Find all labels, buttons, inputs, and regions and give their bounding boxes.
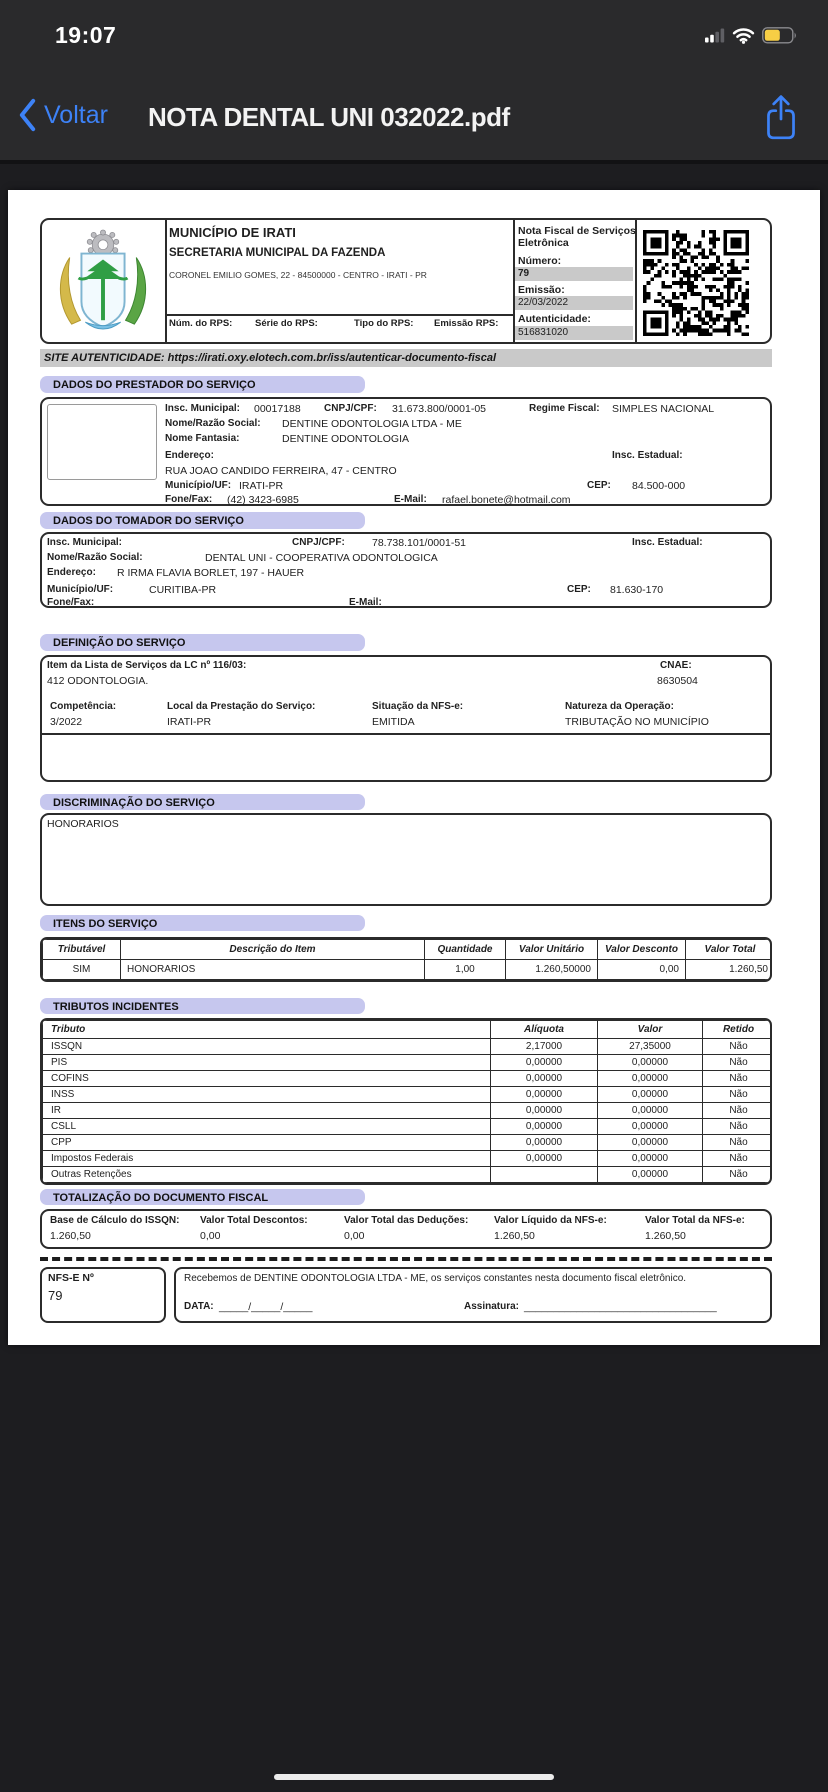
- field-label: CNAE:: [660, 660, 692, 671]
- cell: Não: [703, 1135, 773, 1151]
- field-value: IRATI-PR: [239, 480, 284, 492]
- field-value: 412 ODONTOLOGIA.: [47, 675, 149, 687]
- coat-of-arms: [54, 228, 152, 336]
- back-chevron-icon: [18, 98, 37, 132]
- divider: [165, 314, 513, 316]
- field-label: Fone/Fax:: [165, 494, 213, 505]
- cellular-icon: [705, 28, 725, 43]
- field-value: 00017188: [254, 403, 301, 415]
- cell: 0,00000: [491, 1151, 598, 1167]
- tomador-box: [40, 532, 772, 608]
- nfse-num-label: NFS-E Nº: [48, 1272, 94, 1284]
- field-label: Local da Prestação do Serviço:: [167, 701, 316, 712]
- pdf-page: [8, 190, 820, 1345]
- table-row: [43, 1103, 773, 1119]
- cell: 0,00000: [598, 1055, 703, 1071]
- column-header: Quantidade: [425, 940, 506, 960]
- total-value: 0,00: [200, 1230, 221, 1242]
- section-title-definicao: DEFINIÇÃO DO SERVIÇO: [40, 634, 365, 651]
- column-header: Alíquota: [491, 1021, 598, 1039]
- field-label: Insc. Estadual:: [612, 450, 683, 461]
- table-row: [43, 1087, 773, 1103]
- cell: 1.260,50: [686, 960, 773, 980]
- cell: Não: [703, 1119, 773, 1135]
- rps-serie-label: Série do RPS:: [255, 318, 318, 329]
- total-value: 1.260,50: [494, 1230, 535, 1242]
- field-value: CURITIBA-PR: [149, 584, 217, 596]
- battery-icon: [762, 27, 798, 44]
- cell: 27,35000: [598, 1039, 703, 1055]
- field-value: EMITIDA: [372, 716, 415, 728]
- section-title-discriminacao: DISCRIMINAÇÃO DO SERVIÇO: [40, 794, 365, 810]
- table-row: [43, 1119, 773, 1135]
- field-value: R IRMA FLAVIA BORLET, 197 - HAUER: [117, 567, 305, 579]
- column-header: Tributável: [43, 940, 121, 960]
- section-title-prestador: DADOS DO PRESTADOR DO SERVIÇO: [40, 376, 365, 393]
- cell: Não: [703, 1055, 773, 1071]
- cell: 0,00000: [491, 1071, 598, 1087]
- cell: HONORARIOS: [121, 960, 425, 980]
- field-label: Competência:: [50, 701, 117, 712]
- secretaria-title: SECRETARIA MUNICIPAL DA FAZENDA: [169, 247, 386, 259]
- field-label: Insc. Municipal:: [165, 403, 241, 414]
- cell: CPP: [43, 1135, 491, 1151]
- field-label: Nome/Razão Social:: [47, 552, 143, 563]
- table-row: [43, 1135, 773, 1151]
- section-title-totalizacao: TOTALIZAÇÃO DO DOCUMENTO FISCAL: [40, 1189, 365, 1205]
- emissao-label: Emissão:: [518, 284, 565, 296]
- divider: [635, 219, 637, 343]
- service-description: HONORARIOS: [47, 818, 119, 830]
- nfse-num-value: 79: [48, 1288, 63, 1303]
- totalizacao-box: [40, 1209, 772, 1249]
- total-label: Base de Cálculo do ISSQN:: [50, 1215, 180, 1226]
- nfse-title: Nota Fiscal de Serviços: [518, 225, 636, 237]
- total-label: Valor Total da NFS-e:: [645, 1215, 745, 1226]
- cell: Não: [703, 1103, 773, 1119]
- site-autenticidade-bar: SITE AUTENTICIDADE: https://irati.oxy.elotech.com.br/iss/autenticar-documento-fiscal: [40, 349, 772, 367]
- prestador-box: [40, 397, 772, 506]
- back-button[interactable]: [18, 98, 108, 132]
- field-label: Situação da NFS-e:: [372, 701, 464, 712]
- itens-table: [40, 937, 772, 982]
- table-row: [43, 1055, 773, 1071]
- cell: 0,00000: [598, 1103, 703, 1119]
- field-value: SIMPLES NACIONAL: [612, 403, 715, 415]
- field-value: 31.673.800/0001-05: [392, 403, 487, 415]
- cell: Não: [703, 1151, 773, 1167]
- cell: PIS: [43, 1055, 491, 1071]
- total-label: Valor Total das Deduções:: [344, 1215, 469, 1226]
- field-label: E-Mail:: [394, 494, 427, 505]
- cell: 0,00000: [598, 1151, 703, 1167]
- cell: 1.260,50000: [506, 960, 598, 980]
- field-value: rafael.bonete@hotmail.com: [442, 494, 571, 506]
- cell: 0,00000: [598, 1167, 703, 1183]
- field-label: Endereço:: [165, 450, 214, 461]
- field-label: Natureza da Operação:: [565, 701, 674, 712]
- field-value: 3/2022: [50, 716, 83, 728]
- cell: Não: [703, 1087, 773, 1103]
- status-icons: [705, 27, 798, 44]
- dashed-divider: [40, 1257, 772, 1261]
- column-header: Retido: [703, 1021, 773, 1039]
- table-row: [43, 1167, 773, 1183]
- top-chrome: [0, 0, 828, 164]
- cell: INSS: [43, 1087, 491, 1103]
- field-label: Município/UF:: [165, 480, 232, 491]
- field-label: E-Mail:: [349, 597, 382, 608]
- tributos-table: [40, 1018, 772, 1185]
- cell: Não: [703, 1071, 773, 1087]
- field-value: RUA JOAO CANDIDO FERREIRA, 47 - CENTRO: [165, 465, 397, 477]
- tributos-header-row: [43, 1021, 773, 1039]
- cell: 0,00000: [491, 1087, 598, 1103]
- discriminacao-box: [40, 813, 772, 906]
- field-value: 78.738.101/0001-51: [372, 537, 467, 549]
- cell: 0,00000: [598, 1071, 703, 1087]
- cell: IR: [43, 1103, 491, 1119]
- column-header: Descrição do Item: [121, 940, 425, 960]
- nfse-number-box: [40, 1267, 166, 1323]
- status-time: 19:07: [55, 22, 117, 48]
- cell: Não: [703, 1039, 773, 1055]
- field-label: Município/UF:: [47, 584, 114, 595]
- recebemos-text: Recebemos de DENTINE ODONTOLOGIA LTDA - ME, os serviços constantes nesta documento fiscal eletrônico.: [184, 1273, 687, 1284]
- rps-emissao-label: Emissão RPS:: [434, 318, 499, 329]
- divider: [165, 219, 167, 343]
- field-label: Item da Lista de Serviços da LC nº 116/03:: [47, 660, 247, 671]
- column-header: Valor Total: [686, 940, 773, 960]
- assinatura-blank: _________________________________: [524, 1301, 717, 1313]
- autenticidade-label: Autenticidade:: [518, 313, 591, 325]
- cell: CSLL: [43, 1119, 491, 1135]
- recibo-row: [40, 1267, 772, 1323]
- definicao-box: [40, 655, 772, 782]
- home-indicator[interactable]: [274, 1774, 554, 1780]
- rps-num-label: Núm. do RPS:: [169, 318, 233, 329]
- total-label: Valor Total Descontos:: [200, 1215, 308, 1226]
- cell: Impostos Federais: [43, 1151, 491, 1167]
- cell: 0,00000: [491, 1119, 598, 1135]
- field-label: CNPJ/CPF:: [292, 537, 345, 548]
- numero-label: Número:: [518, 255, 562, 267]
- column-header: Valor Unitário: [506, 940, 598, 960]
- field-value: (42) 3423-6985: [227, 494, 299, 506]
- divider: [513, 219, 515, 343]
- cell: 0,00000: [598, 1135, 703, 1151]
- qr-code: [643, 230, 749, 336]
- wifi-icon: [732, 27, 755, 44]
- field-value: 81.630-170: [610, 584, 664, 596]
- prefeitura-address: CORONEL EMILIO GOMES, 22 - 84500000 - CENTRO - IRATI - PR: [169, 270, 427, 280]
- column-header: Valor: [598, 1021, 703, 1039]
- field-value: 8630504: [657, 675, 698, 687]
- emissao-date: 22/03/2022: [515, 296, 633, 310]
- cell: 0,00000: [491, 1055, 598, 1071]
- autenticidade-code: 516831020: [515, 326, 633, 340]
- itens-header-row: [43, 940, 773, 960]
- field-label: Regime Fiscal:: [529, 403, 600, 414]
- cell: [491, 1167, 598, 1183]
- table-row: [43, 1039, 773, 1055]
- total-value: 0,00: [344, 1230, 365, 1242]
- section-title-tomador: DADOS DO TOMADOR DO SERVIÇO: [40, 512, 365, 529]
- itens-body: [43, 960, 773, 980]
- field-value: DENTINE ODONTOLOGIA LTDA - ME: [282, 418, 462, 430]
- cell: 2,17000: [491, 1039, 598, 1055]
- cell: 0,00000: [598, 1087, 703, 1103]
- field-value: DENTINE ODONTOLOGIA: [282, 433, 409, 445]
- nfse-title-2: Eletrônica: [518, 237, 569, 249]
- table-row: [43, 960, 773, 980]
- cell: 0,00000: [598, 1119, 703, 1135]
- field-label: Endereço:: [47, 567, 96, 578]
- nfse-number: 79: [515, 267, 633, 281]
- field-label: Insc. Estadual:: [632, 537, 703, 548]
- field-value: IRATI-PR: [167, 716, 212, 728]
- cell: 0,00000: [491, 1135, 598, 1151]
- column-header: Valor Desconto: [598, 940, 686, 960]
- field-value: DENTAL UNI - COOPERATIVA ODONTOLOGICA: [205, 552, 438, 564]
- table-row: [43, 1071, 773, 1087]
- share-icon: [762, 94, 800, 142]
- back-label[interactable]: Voltar: [44, 100, 108, 129]
- nfse-header-box: [40, 218, 772, 344]
- cell: Não: [703, 1167, 773, 1183]
- total-value: 1.260,50: [50, 1230, 91, 1242]
- field-label: Fone/Fax:: [47, 597, 95, 608]
- rps-tipo-label: Tipo do RPS:: [354, 318, 414, 329]
- cell: 1,00: [425, 960, 506, 980]
- cell: SIM: [43, 960, 121, 980]
- column-header: Tributo: [43, 1021, 491, 1039]
- field-label: CNPJ/CPF:: [324, 403, 377, 414]
- cell: Outras Retenções: [43, 1167, 491, 1183]
- section-title-tributos: TRIBUTOS INCIDENTES: [40, 998, 365, 1014]
- cell: 0,00000: [491, 1103, 598, 1119]
- pdf-viewer[interactable]: [0, 164, 828, 1792]
- field-label: Nome/Razão Social:: [165, 418, 261, 429]
- cell: 0,00: [598, 960, 686, 980]
- logo-placeholder-box: [47, 404, 157, 480]
- total-label: Valor Líquido da NFS-e:: [494, 1215, 607, 1226]
- data-blank: _____/_____/_____: [219, 1301, 313, 1313]
- field-label: Insc. Municipal:: [47, 537, 123, 548]
- tributos-body: [43, 1039, 773, 1183]
- section-title-itens: ITENS DO SERVIÇO: [40, 915, 365, 931]
- field-value: 84.500-000: [632, 480, 686, 492]
- cell: ISSQN: [43, 1039, 491, 1055]
- field-label: CEP:: [567, 584, 591, 595]
- divider: [42, 733, 770, 735]
- field-label: Nome Fantasia:: [165, 433, 240, 444]
- recibo-box: [174, 1267, 772, 1323]
- total-value: 1.260,50: [645, 1230, 686, 1242]
- municipio-title: MUNICÍPIO DE IRATI: [169, 225, 296, 240]
- cell: COFINS: [43, 1071, 491, 1087]
- table-row: [43, 1151, 773, 1167]
- data-label: DATA:: [184, 1301, 214, 1312]
- field-label: CEP:: [587, 480, 611, 491]
- field-value: TRIBUTAÇÃO NO MUNICÍPIO: [565, 716, 709, 728]
- share-button[interactable]: [762, 94, 800, 142]
- document-title: NOTA DENTAL UNI 032022.pdf: [148, 102, 510, 132]
- assinatura-label: Assinatura:: [464, 1301, 520, 1312]
